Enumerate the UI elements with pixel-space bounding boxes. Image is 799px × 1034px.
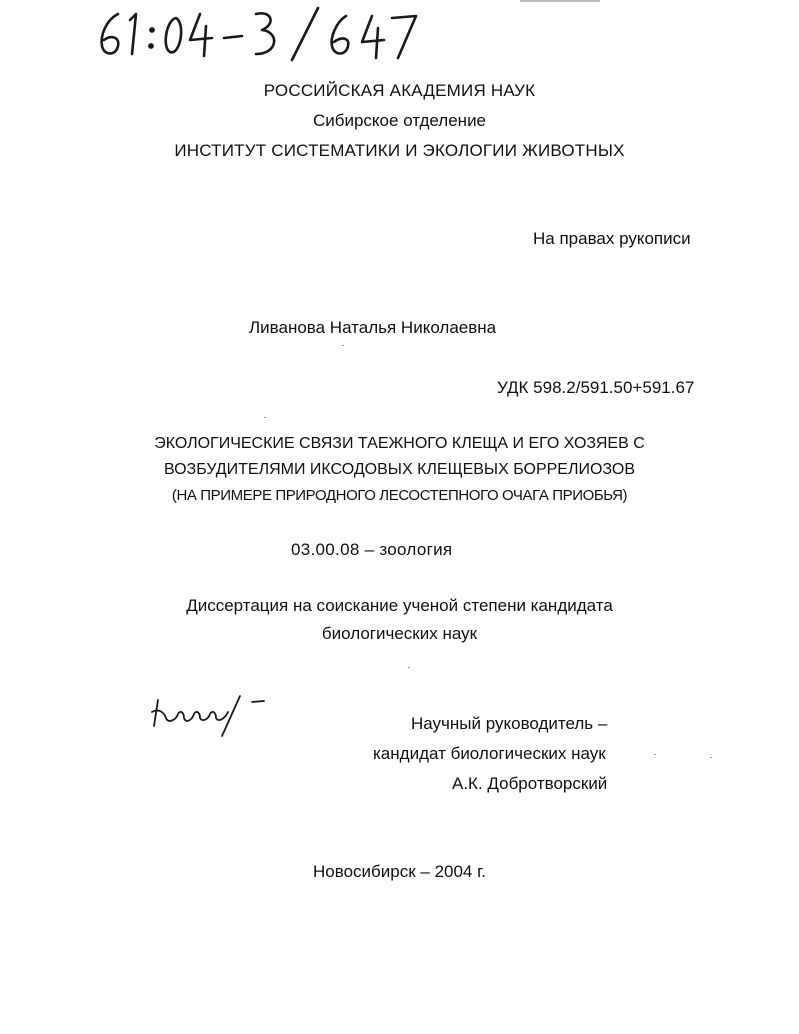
degree-line-2: биологических наук	[321, 624, 478, 643]
place-and-year: Новосибирск – 2004 г.	[313, 862, 486, 881]
scan-speck	[408, 667, 410, 668]
scan-speck	[654, 754, 656, 755]
manuscript-rights: На правах рукописи	[533, 229, 691, 248]
thesis-title-line-1: ЭКОЛОГИЧЕСКИЕ СВЯЗИ ТАЕЖНОГО КЛЕЩА И ЕГО ХОЗЯЕВ С	[154, 435, 645, 452]
udc-code: УДК 598.2/591.50+591.67	[497, 378, 695, 397]
scan-edge-mark	[520, 0, 600, 2]
academy-name: РОССИЙСКАЯ АКАДЕМИЯ НАУК	[263, 81, 536, 100]
thesis-title-line-3: (НА ПРИМЕРЕ ПРИРОДНОГО ЛЕСОСТЕПНОГО ОЧАГА ПРИОБЬЯ)	[171, 487, 628, 504]
supervisor-role: Научный руководитель –	[411, 714, 608, 733]
branch-name: Сибирское отделение	[312, 111, 487, 130]
author-signature	[148, 690, 268, 740]
specialty-code: 03.00.08 – зоология	[291, 540, 453, 559]
supervisor-degree: кандидат биологических наук	[373, 744, 606, 763]
handwritten-archive-number	[96, 6, 426, 62]
scan-speck	[264, 417, 266, 418]
degree-line-1: Диссертация на соискание ученой степени кандидата	[186, 596, 613, 615]
supervisor-name: А.К. Добротворский	[452, 774, 608, 793]
thesis-title-line-2: ВОЗБУДИТЕЛЯМИ ИКСОДОВЫХ КЛЕЩЕВЫХ БОРРЕЛИОЗОВ	[163, 461, 636, 478]
scan-speck	[342, 345, 344, 346]
institute-name: ИНСТИТУТ СИСТЕМАТИКИ И ЭКОЛОГИИ ЖИВОТНЫХ	[174, 141, 625, 160]
author-name: Ливанова Наталья Николаевна	[249, 318, 497, 337]
scan-speck	[710, 757, 712, 758]
